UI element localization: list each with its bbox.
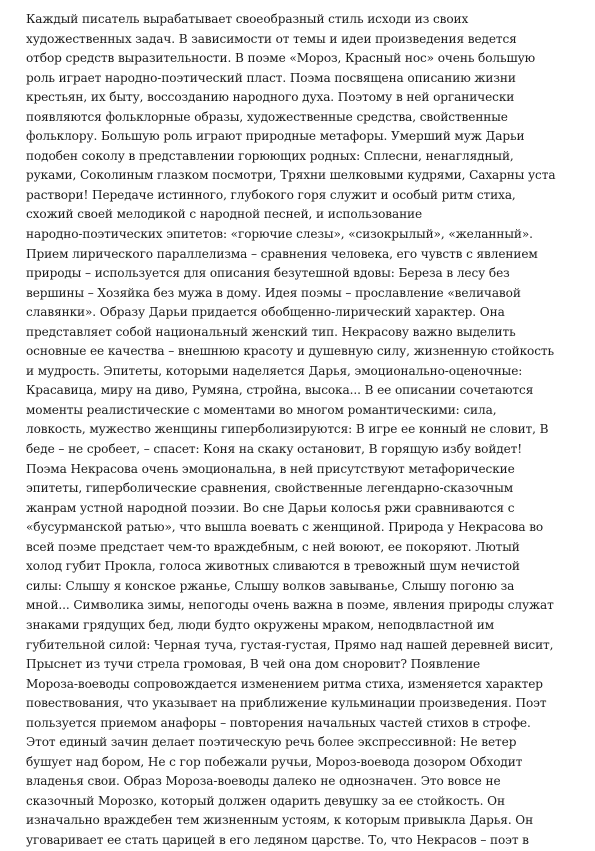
text-line: Прыснет из тучи стрела громовая, В чей она дом сноровит? Появление <box>26 657 481 672</box>
text-line: появляются фольклорные образы, художественные средства, свойственные <box>26 109 508 124</box>
text-line: вершины – Хозяйка без мужа в дому. Идея поэмы – прославление «величавой <box>26 285 521 300</box>
text-line: народно-поэтических эпитетов: «горючие слезы», «сизокрылый», «желанный». <box>26 227 533 242</box>
text-line: бушует над бором, Не с гор побежали ручьи, Мороз-воевода дозором Обходит <box>26 754 523 769</box>
text-line: сказочный Морозко, который должен одарить девушку за ее стойкость. Он <box>26 793 505 808</box>
text-line: подобен соколу в представлении горюющих родных: Сплесни, ненаглядный, <box>26 148 514 163</box>
text-line: славянки». Образу Дарьи придается обобщенно-лирический характер. Она <box>26 305 505 320</box>
text-line: Каждый писатель вырабатывает своеобразный стиль исходи из своих <box>26 12 469 26</box>
text-line: раствори! Передаче истинного, глубокого горя служит и особый ритм стиха, <box>26 187 516 202</box>
text-line: знаками грядущих бед, люди будто окружены мраком, неподвластной им <box>26 617 495 632</box>
text-line: схожий своей мелодикой с народной песней, и использование <box>26 207 423 222</box>
text-line: и мудрость. Эпитеты, которыми наделяется Дарья, эмоционально-оценочные: <box>26 363 523 378</box>
text-line: Мороза-воеводы сопровождается изменением ритма стиха, изменяется характер <box>26 676 543 691</box>
text-line: мной... Символика зимы, непогоды очень важна в поэме, явления природы служат <box>26 598 554 613</box>
text-line: уговаривает ее стать царицей в его ледяном царстве. То, что Некрасов – поэт в <box>26 832 529 847</box>
text-line: эпитеты, гиперболические сравнения, свойственные легендарно-сказочным <box>26 481 514 496</box>
text-line: пользуется приемом анафоры – повторения начальных частей стихов в строфе. <box>26 715 531 730</box>
text-line: всей поэме предстает чем-то враждебным, с ней воюют, ее покоряют. Лютый <box>26 539 520 554</box>
text-line: Красавица, миру на диво, Румяна, стройна, высока... В ее описании сочетаются <box>26 383 534 398</box>
text-line: силы: Слышу я конское ржанье, Слышу волков завыванье, Слышу погоню за <box>26 578 515 593</box>
text-line: представляет собой национальный женский тип. Некрасову важно выделить <box>26 324 516 339</box>
text-line: моменты реалистические с моментами во многом романтическими: сила, <box>26 402 497 417</box>
text-line: основные ее качества – внешнюю красоту и душевную силу, жизненную стойкость <box>26 344 554 359</box>
text-line: Этот единый зачин делает поэтическую речь более экспрессивной: Не ветер <box>26 735 517 750</box>
text-line: роль играет народно-поэтический пласт. Поэма посвящена описанию жизни <box>26 70 516 85</box>
body-text <box>26 10 586 851</box>
text-line: «бусурманской ратью», что вышла воевать с женщиной. Природа у Некрасова во <box>26 520 544 535</box>
text-line: отбор средств выразительности. В поэме «Мороз, Красный нос» очень большую <box>26 51 536 66</box>
text-line: художественных задач. В зависимости от темы и идеи произведения ведется <box>26 31 517 46</box>
text-line: холод губит Прокла, голоса животных сливаются в тревожный шум нечистой <box>26 559 520 574</box>
text-line: Поэма Некрасова очень эмоциональна, в ней присутствуют метафорические <box>26 461 515 476</box>
text-line: владенья свои. Образ Мороза-воеводы далеко не однозначен. Это вовсе не <box>26 774 501 789</box>
text-line: крестьян, их быту, воссозданию народного духа. Поэтому в ней органически <box>26 90 515 105</box>
text-line: фольклору. Большую роль играют природные метафоры. Умерший муж Дарьи <box>26 129 525 144</box>
text-line: беде – не сробеет, – спасет: Коня на скаку остановит, В горящую избу войдет! <box>26 442 523 457</box>
text-line: повествования, что указывает на приближение кульминации произведения. Поэт <box>26 696 547 711</box>
text-line: природы – используется для описания безутешной вдовы: Береза в лесу без <box>26 266 510 281</box>
text-line: изначально враждебен тем жизненным устоям, к которым привыкла Дарья. Он <box>26 813 534 828</box>
text-line: жанрам устной народной поэзии. Во сне Дарьи колосья ржи сравниваются с <box>26 500 515 515</box>
text-line: губительной силой: Черная туча, густая-густая, Прямо над нашей деревней висит, <box>26 637 554 652</box>
text-line: руками, Соколиным глазком посмотри, Тряхни шелковыми кудрями, Сахарны уста <box>26 168 556 183</box>
text-line: ловкость, мужество женщины гиперболизируются: В игре ее конный не словит, В <box>26 422 549 437</box>
text-line: Прием лирического параллелизма – сравнения человека, его чувств с явлением <box>26 246 538 261</box>
